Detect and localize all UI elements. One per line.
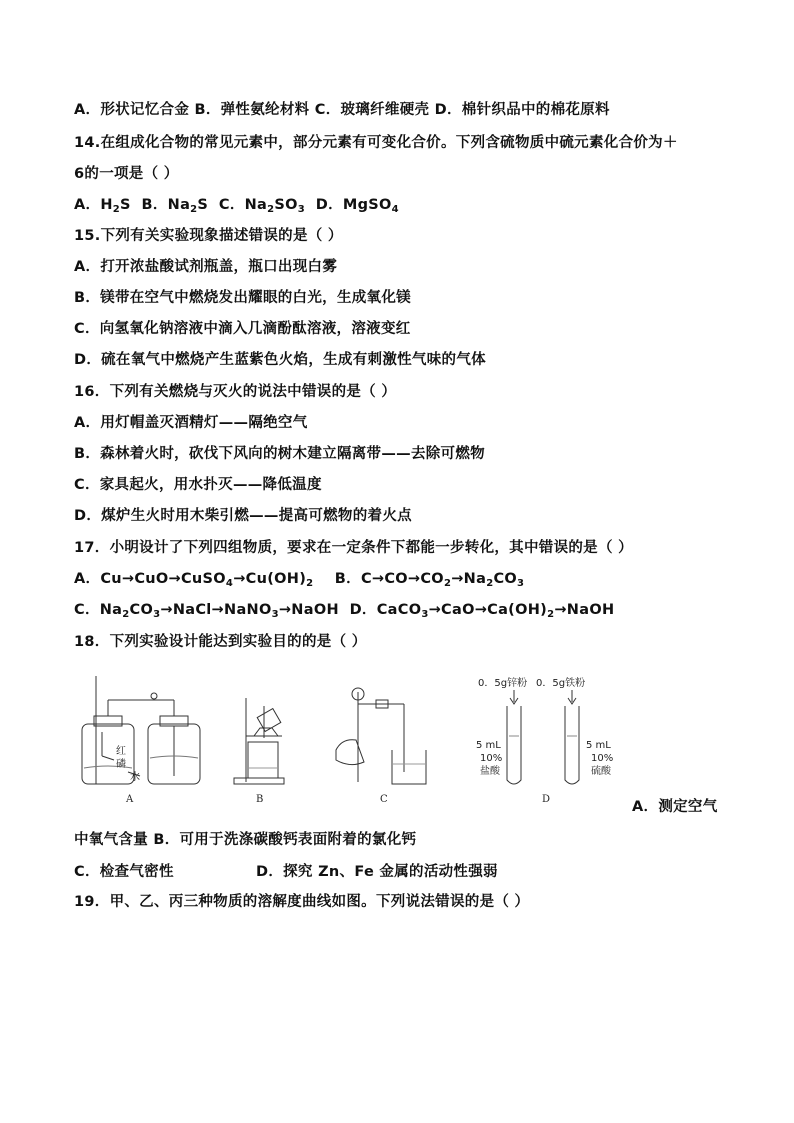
q14-stem-line1: 14.在组成化合物的常见元素中，部分元素有可变化合价。下列含硫物质中硫元素化合价为＋ — [74, 135, 678, 151]
q16-stem: 16．下列有关燃烧与灭火的说法中错误的是（ ） — [74, 384, 397, 400]
apparatus-a — [82, 676, 200, 784]
acid2-concentration: 10% — [591, 753, 614, 764]
q15-option-c: C．向氢氧化钠溶液中滴入几滴酚酞溶液，溶液变红 — [74, 321, 411, 337]
q14-option-d: D．MgSO$_4$ — [315, 197, 399, 215]
q16-option-b: B．森林着火时，砍伐下风向的树木建立隔离带——去除可燃物 — [74, 446, 485, 462]
apparatus-b — [234, 698, 284, 784]
q18-option-c: C．检查气密性 — [74, 864, 174, 880]
q17-option-a: A．$Cu\to CuO\to CuSO_4\to Cu(OH)_2$ — [74, 571, 314, 589]
q19-stem: 19．甲、乙、丙三种物质的溶解度曲线如图。下列说法错误的是（ ） — [74, 894, 530, 910]
q15-stem: 15.下列有关实验现象描述错误的是（ ） — [74, 228, 343, 244]
test-tubes — [507, 706, 579, 784]
q18-option-a-head: A．测定空气 — [632, 799, 718, 815]
label-c: C — [380, 794, 388, 805]
apparatus-c — [336, 688, 426, 784]
q18-options-ab: 中氧气含量 B．可用于洗涤碳酸钙表面附着的氯化钙 — [74, 832, 417, 848]
label-iron: 0．5g铁粉 — [536, 678, 586, 689]
q17-stem: 17．小明设计了下列四组物质，要求在一定条件下都能一步转化，其中错误的是（ ） — [74, 540, 633, 556]
label-a: A — [126, 794, 134, 805]
q17-options-cd — [74, 600, 614, 620]
acid1-name: 盐酸 — [480, 766, 500, 777]
label-b: B — [256, 794, 264, 805]
label-zinc: 0．5g锌粉 — [478, 678, 528, 689]
q16-option-c: C．家具起火，用水扑灭——降低温度 — [74, 477, 322, 493]
q17-options-ab — [74, 569, 524, 589]
q16-option-d: D．煤炉生火时用木柴引燃——提高可燃物的着火点 — [74, 508, 412, 524]
q18-experiment-figure — [74, 672, 734, 808]
q17-option-c: C．$Na_2CO_3\to NaCl\to NaNO_3\to NaOH$ — [74, 602, 339, 620]
q16-option-a: A．用灯帽盖灭酒精灯——隔绝空气 — [74, 415, 308, 431]
acid1-volume: 5 mL — [476, 740, 501, 751]
label-red-2: 磷 — [116, 759, 126, 770]
q17-option-d: D．$CaCO_3\to CaO\to Ca(OH)_2\to NaOH$ — [349, 602, 615, 620]
label-water: 水 — [130, 772, 140, 783]
q14-option-b: B．$Na_2S$ — [141, 197, 209, 215]
q18-option-d: D．探究 Zn、Fe 金属的活动性强弱 — [256, 864, 498, 880]
q18-stem: 18．下列实验设计能达到实验目的的是（ ） — [74, 634, 367, 650]
q15-option-a: A．打开浓盐酸试剂瓶盖，瓶口出现白雾 — [74, 259, 338, 275]
acid2-volume: 5 mL — [586, 740, 611, 751]
q15-option-b: B．镁带在空气中燃烧发出耀眼的白光，生成氧化镁 — [74, 290, 411, 306]
q17-option-b: B．$C\to CO\to CO_2\to Na_2CO_3$ — [334, 571, 525, 589]
acid2-name: 硫酸 — [591, 766, 611, 777]
q13-options: A．形状记忆合金 B．弹性氨纶材料 C．玻璃纤维硬壳 D．棉针织品中的棉花原料 — [74, 102, 610, 118]
acid1-concentration: 10% — [480, 753, 503, 764]
q14-options — [74, 195, 399, 215]
q14-option-a: A．$H_2S$ — [74, 197, 131, 215]
q14-option-c: C．$Na_2SO_3$ — [218, 197, 306, 215]
q15-option-d: D．硫在氧气中燃烧产生蓝紫色火焰，生成有刺激性气味的气体 — [74, 352, 486, 368]
label-d: D — [542, 794, 551, 805]
q14-stem-line2: 6的一项是（ ） — [74, 166, 179, 182]
label-red-1: 红 — [116, 746, 126, 757]
